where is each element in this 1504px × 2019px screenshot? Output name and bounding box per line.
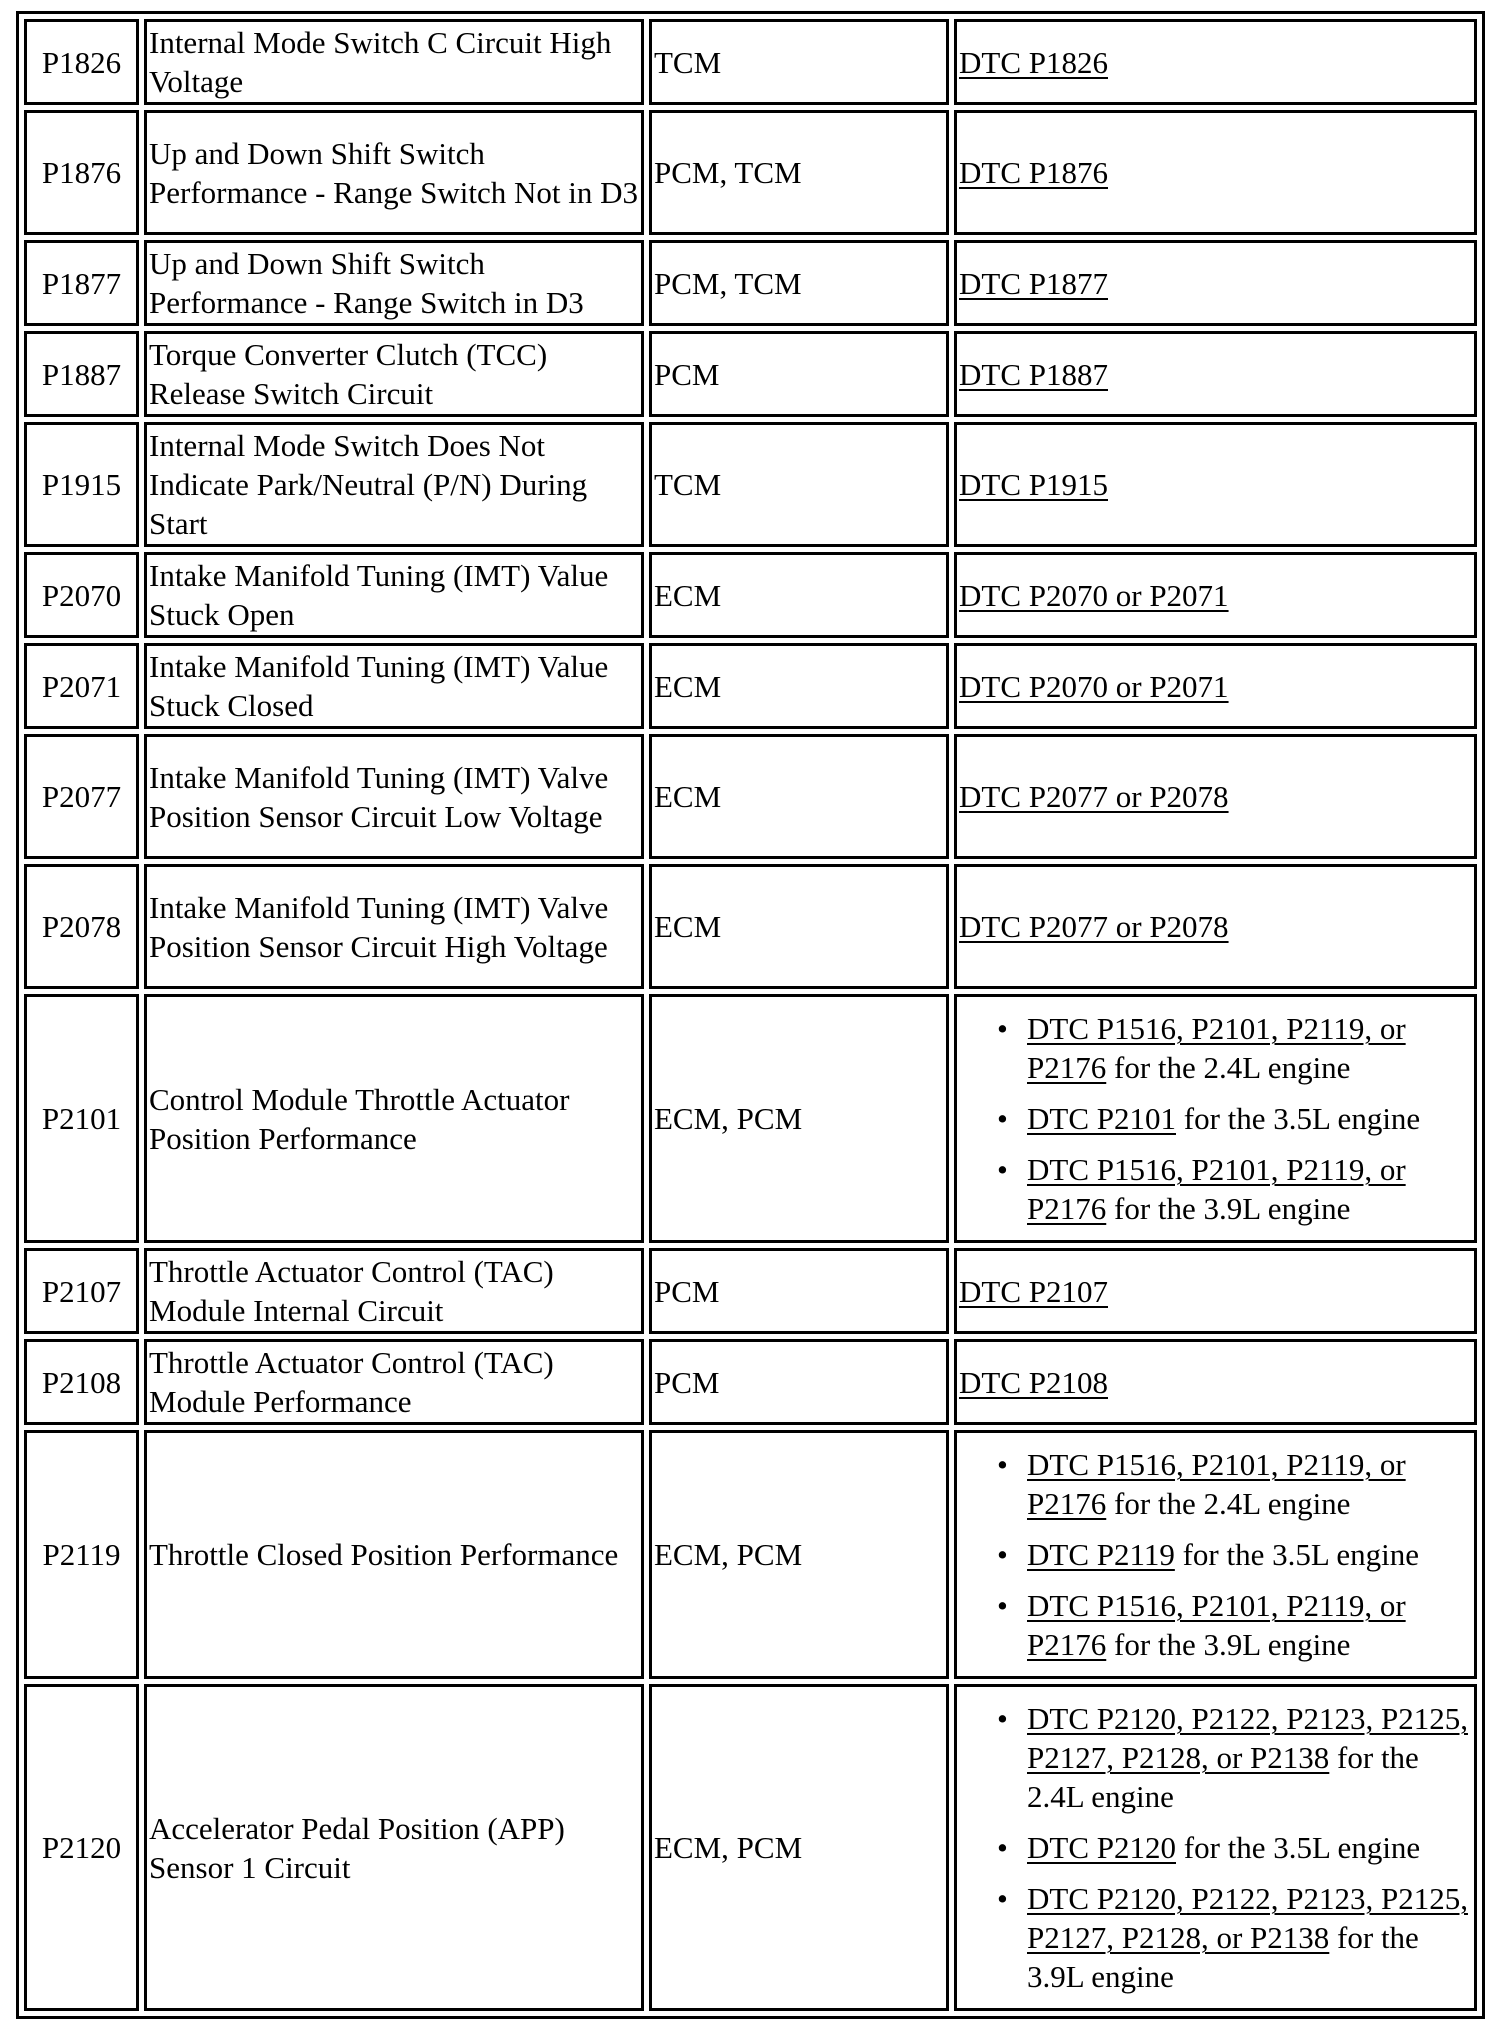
dtc-link[interactable]: DTC P2119 bbox=[1027, 1537, 1175, 1572]
dtc-diagnostic-cell bbox=[954, 734, 1477, 859]
dtc-module-cell: PCM, TCM bbox=[649, 110, 949, 235]
dtc-module-cell: ECM, PCM bbox=[649, 1684, 949, 2011]
dtc-code-cell: P2101 bbox=[24, 994, 139, 1243]
dtc-link[interactable]: DTC P2077 or P2078 bbox=[959, 779, 1229, 814]
diagnostic-link-list bbox=[959, 1009, 1472, 1228]
dtc-code-cell: P1826 bbox=[24, 19, 139, 105]
dtc-diagnostic-cell bbox=[954, 1339, 1477, 1425]
dtc-description-cell: Intake Manifold Tuning (IMT) Valve Position Sensor Circuit High Voltage bbox=[144, 864, 644, 989]
dtc-link[interactable]: DTC P2120 bbox=[1027, 1830, 1176, 1865]
dtc-description-cell: Internal Mode Switch C Circuit High Voltage bbox=[144, 19, 644, 105]
dtc-table bbox=[16, 11, 1485, 2019]
table-row bbox=[24, 1684, 1477, 2011]
dtc-diagnostic-cell bbox=[954, 240, 1477, 326]
dtc-description-cell: Up and Down Shift Switch Performance - Range Switch in D3 bbox=[144, 240, 644, 326]
list-item bbox=[1027, 1828, 1472, 1867]
dtc-module-cell: ECM, PCM bbox=[649, 1430, 949, 1679]
dtc-module-cell: PCM bbox=[649, 1248, 949, 1334]
dtc-code-cell: P1877 bbox=[24, 240, 139, 326]
engine-note: for the 3.9L engine bbox=[1106, 1191, 1351, 1226]
dtc-module-cell: ECM bbox=[649, 734, 949, 859]
dtc-module-cell: PCM, TCM bbox=[649, 240, 949, 326]
diagnostic-link-list bbox=[959, 1699, 1472, 1996]
diagnostic-link-list bbox=[959, 1445, 1472, 1664]
dtc-code-cell: P2120 bbox=[24, 1684, 139, 2011]
dtc-link[interactable]: DTC P1516, P2101, P2119, or P2176 bbox=[1027, 1152, 1406, 1226]
dtc-link[interactable]: DTC P1516, P2101, P2119, or P2176 bbox=[1027, 1011, 1406, 1085]
dtc-diagnostic-cell bbox=[954, 864, 1477, 989]
engine-note: for the 3.5L engine bbox=[1174, 1537, 1420, 1572]
dtc-description-cell: Throttle Actuator Control (TAC) Module Performance bbox=[144, 1339, 644, 1425]
dtc-link[interactable]: DTC P2101 bbox=[1027, 1101, 1176, 1136]
dtc-description-cell: Torque Converter Clutch (TCC) Release Switch Circuit bbox=[144, 331, 644, 417]
list-item bbox=[1027, 1150, 1472, 1228]
table-row bbox=[24, 1430, 1477, 1679]
dtc-diagnostic-cell bbox=[954, 110, 1477, 235]
table-row bbox=[24, 864, 1477, 989]
dtc-link[interactable]: DTC P2070 or P2071 bbox=[959, 668, 1229, 704]
dtc-code-cell: P2077 bbox=[24, 734, 139, 859]
dtc-code-cell: P2119 bbox=[24, 1430, 139, 1679]
dtc-diagnostic-cell bbox=[954, 994, 1477, 1243]
dtc-diagnostic-cell bbox=[954, 331, 1477, 417]
dtc-diagnostic-cell bbox=[954, 1684, 1477, 2011]
engine-note: for the 2.4L engine bbox=[1027, 1740, 1419, 1814]
dtc-description-cell: Intake Manifold Tuning (IMT) Valve Position Sensor Circuit Low Voltage bbox=[144, 734, 644, 859]
dtc-description-cell: Throttle Actuator Control (TAC) Module Internal Circuit bbox=[144, 1248, 644, 1334]
dtc-module-cell: TCM bbox=[649, 422, 949, 547]
table-row bbox=[24, 734, 1477, 859]
dtc-description-cell: Intake Manifold Tuning (IMT) Value Stuck Open bbox=[144, 552, 644, 638]
dtc-code-cell: P2107 bbox=[24, 1248, 139, 1334]
dtc-diagnostic-cell bbox=[954, 643, 1477, 729]
dtc-code-cell: P2071 bbox=[24, 643, 139, 729]
dtc-code-cell: P1887 bbox=[24, 331, 139, 417]
engine-note: for the 3.9L engine bbox=[1106, 1627, 1351, 1662]
table-row bbox=[24, 1248, 1477, 1334]
dtc-link[interactable]: DTC P1876 bbox=[959, 155, 1108, 190]
dtc-link[interactable]: DTC P1915 bbox=[959, 467, 1108, 502]
dtc-description-cell: Up and Down Shift Switch Performance - Range Switch Not in D3 bbox=[144, 110, 644, 235]
dtc-link[interactable]: DTC P1516, P2101, P2119, or P2176 bbox=[1027, 1588, 1406, 1662]
table-row bbox=[24, 240, 1477, 326]
dtc-link[interactable]: DTC P1516, P2101, P2119, or P2176 bbox=[1027, 1447, 1406, 1521]
dtc-link[interactable]: DTC P2120, P2122, P2123, P2125, P2127, P2128, or P2138 bbox=[1027, 1701, 1468, 1775]
dtc-diagnostic-cell bbox=[954, 1248, 1477, 1334]
dtc-link[interactable]: DTC P2107 bbox=[959, 1273, 1108, 1309]
dtc-module-cell: PCM bbox=[649, 331, 949, 417]
engine-note: for the 2.4L engine bbox=[1106, 1486, 1351, 1521]
dtc-description-cell: Accelerator Pedal Position (APP) Sensor 1 Circuit bbox=[144, 1684, 644, 2011]
table-row bbox=[24, 1339, 1477, 1425]
dtc-diagnostic-cell bbox=[954, 422, 1477, 547]
dtc-description-cell: Throttle Closed Position Performance bbox=[144, 1430, 644, 1679]
dtc-code-cell: P2108 bbox=[24, 1339, 139, 1425]
dtc-link[interactable]: DTC P2120, P2122, P2123, P2125, P2127, P2128, or P2138 bbox=[1027, 1881, 1468, 1955]
dtc-module-cell: ECM bbox=[649, 552, 949, 638]
dtc-module-cell: ECM bbox=[649, 864, 949, 989]
dtc-module-cell: ECM bbox=[649, 643, 949, 729]
table-row bbox=[24, 19, 1477, 105]
table-row bbox=[24, 110, 1477, 235]
dtc-module-cell: PCM bbox=[649, 1339, 949, 1425]
dtc-link[interactable]: DTC P2108 bbox=[959, 1364, 1108, 1400]
list-item bbox=[1027, 1009, 1472, 1087]
engine-note: for the 2.4L engine bbox=[1106, 1050, 1351, 1085]
table-row bbox=[24, 994, 1477, 1243]
dtc-code-cell: P2070 bbox=[24, 552, 139, 638]
engine-note: for the 3.5L engine bbox=[1176, 1101, 1421, 1136]
engine-note: for the 3.9L engine bbox=[1027, 1920, 1419, 1994]
dtc-description-cell: Control Module Throttle Actuator Position Performance bbox=[144, 994, 644, 1243]
engine-note: for the 3.5L engine bbox=[1176, 1830, 1421, 1865]
table-row bbox=[24, 331, 1477, 417]
dtc-diagnostic-cell bbox=[954, 1430, 1477, 1679]
dtc-link[interactable]: DTC P1887 bbox=[959, 356, 1108, 392]
dtc-code-cell: P2078 bbox=[24, 864, 139, 989]
dtc-diagnostic-cell bbox=[954, 19, 1477, 105]
table-row bbox=[24, 643, 1477, 729]
list-item bbox=[1027, 1699, 1472, 1816]
dtc-link[interactable]: DTC P1826 bbox=[959, 44, 1108, 80]
dtc-diagnostic-cell bbox=[954, 552, 1477, 638]
list-item bbox=[1027, 1586, 1472, 1664]
dtc-description-cell: Internal Mode Switch Does Not Indicate Park/Neutral (P/N) During Start bbox=[144, 422, 644, 547]
dtc-description-cell: Intake Manifold Tuning (IMT) Value Stuck Closed bbox=[144, 643, 644, 729]
dtc-code-cell: P1915 bbox=[24, 422, 139, 547]
dtc-code-cell: P1876 bbox=[24, 110, 139, 235]
list-item bbox=[1027, 1099, 1472, 1138]
table-row bbox=[24, 552, 1477, 638]
dtc-module-cell: TCM bbox=[649, 19, 949, 105]
list-item bbox=[1027, 1879, 1472, 1996]
dtc-link[interactable]: DTC P2077 or P2078 bbox=[959, 909, 1229, 944]
dtc-table-body bbox=[24, 19, 1477, 2011]
table-row bbox=[24, 422, 1477, 547]
dtc-link[interactable]: DTC P1877 bbox=[959, 265, 1108, 301]
dtc-link[interactable]: DTC P2070 or P2071 bbox=[959, 577, 1229, 613]
list-item bbox=[1027, 1445, 1472, 1523]
dtc-module-cell: ECM, PCM bbox=[649, 994, 949, 1243]
list-item bbox=[1027, 1535, 1472, 1574]
